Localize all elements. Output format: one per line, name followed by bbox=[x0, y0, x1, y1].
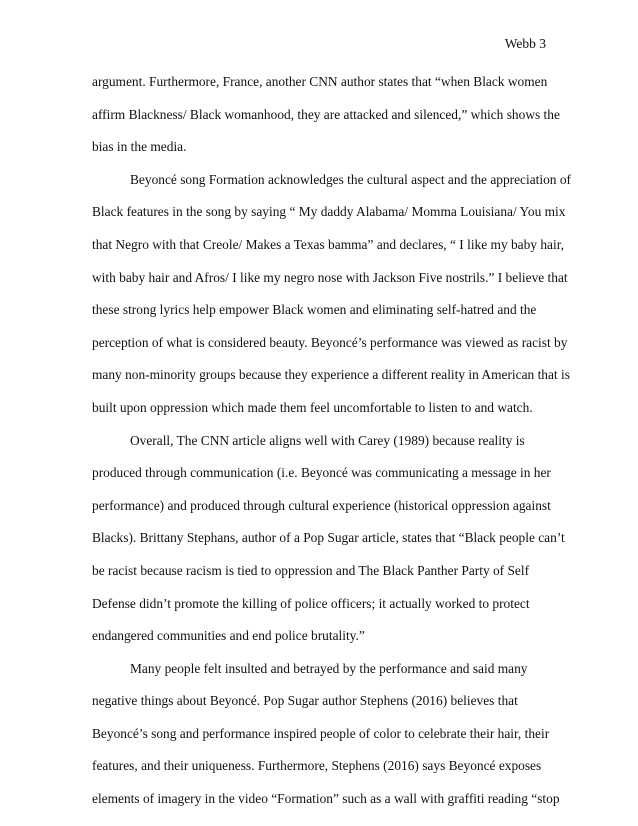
text-line: that Negro with that Creole/ Makes a Texas bamma” and declares, “ I like my baby hair, bbox=[92, 236, 564, 252]
text-line: with baby hair and Afros/ I like my negro nose with Jackson Five nostrils.” I believe that bbox=[92, 269, 568, 285]
paragraph-first-line: Overall, The CNN article aligns well with Carey (1989) because reality is bbox=[130, 432, 525, 448]
paragraph-first-line: Beyoncé song Formation acknowledges the cultural aspect and the appreciation of bbox=[130, 171, 572, 187]
text-line: Beyoncé’s song and performance inspired people of color to celebrate their hair, their bbox=[92, 725, 550, 741]
text-line: Blacks). Brittany Stephans, author of a Pop Sugar article, states that “Black people can’t bbox=[92, 530, 565, 546]
paragraph-first-line: Many people felt insulted and betrayed by the performance and said many bbox=[130, 660, 528, 676]
text-line: Black features in the song by saying “ My daddy Alabama/ Momma Louisiana/ You mix bbox=[92, 204, 566, 220]
text-line: elements of imagery in the video “Formation” such as a wall with graffiti reading “stop bbox=[92, 791, 560, 807]
body-text bbox=[92, 74, 572, 824]
text-line: features, and their uniqueness. Furthermore, Stephens (2016) says Beyoncé exposes bbox=[92, 758, 542, 774]
text-line: negative things about Beyoncé. Pop Sugar author Stephens (2016) believes that bbox=[92, 693, 518, 709]
text-line: bias in the media. bbox=[92, 139, 187, 155]
text-line: produced through communication (i.e. Beyoncé was communicating a message in her bbox=[92, 465, 551, 481]
text-line: many non-minority groups because they experience a different reality in American that is bbox=[92, 367, 570, 383]
running-head: Webb 3 bbox=[504, 36, 546, 51]
text-line: Defense didn’t promote the killing of police officers; it actually worked to protect bbox=[92, 595, 530, 611]
text-line: built upon oppression which made them feel uncomfortable to listen to and watch. bbox=[92, 399, 533, 415]
text-line: these strong lyrics help empower Black women and eliminating self-hatred and the bbox=[92, 302, 537, 318]
text-line: be racist because racism is tied to oppression and The Black Panther Party of Self bbox=[92, 562, 530, 578]
text-line: endangered communities and end police brutality.” bbox=[92, 628, 365, 644]
text-line: argument. Furthermore, France, another CNN author states that “when Black women bbox=[92, 74, 548, 89]
text-line: perception of what is considered beauty. Beyoncé’s performance was viewed as racist by bbox=[92, 334, 568, 350]
text-line: performance) and produced through cultural experience (historical oppression against bbox=[92, 497, 551, 513]
text-line: affirm Blackness/ Black womanhood, they are attacked and silenced,” which shows the bbox=[92, 106, 560, 122]
